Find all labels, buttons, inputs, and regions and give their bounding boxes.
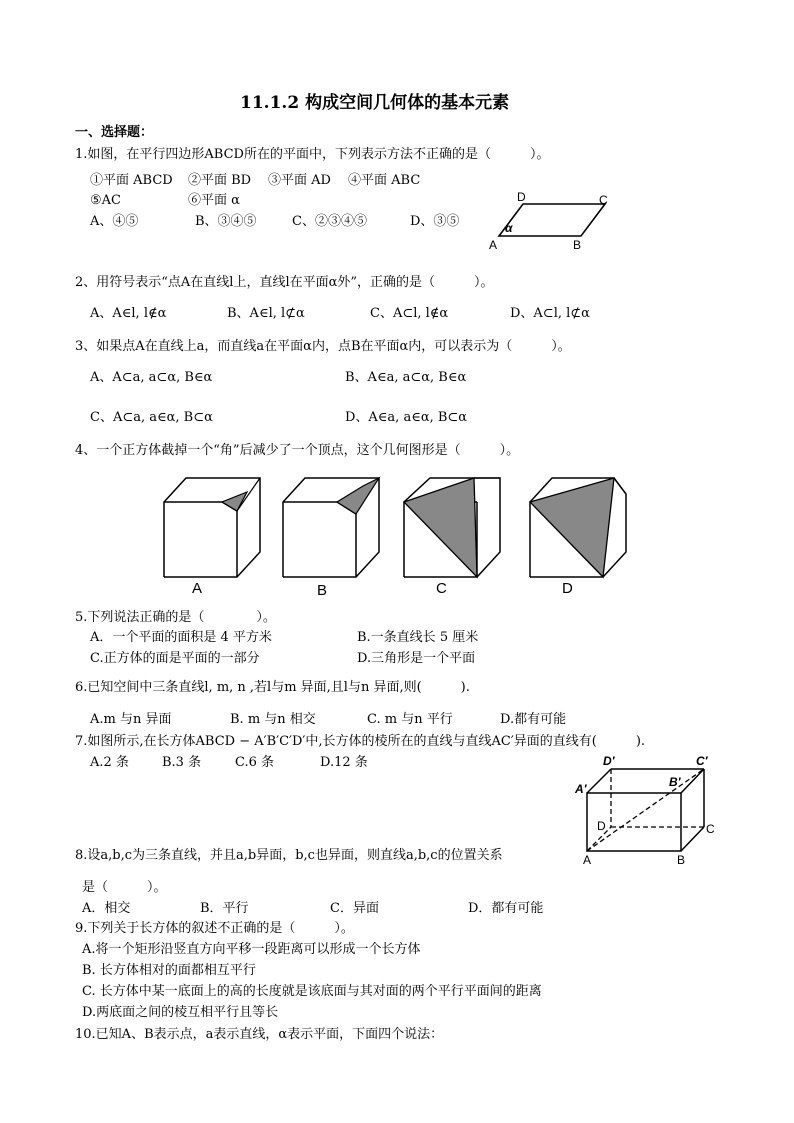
q1-option: C、②③④⑤ [292, 214, 367, 229]
vertex-label: A [489, 238, 498, 252]
vertex-label: D [597, 819, 606, 833]
q1-stem: 1.如图，在平行四边形ABCD所在的平面中，下列表示方法不正确的是（ ）。 [75, 147, 550, 162]
q1-option: A、④⑤ [90, 214, 139, 229]
vertex-label: B [677, 853, 686, 867]
q3-option: B、A∈a, a⊂α, B∈α [345, 370, 467, 385]
q1-option: B、③④⑤ [195, 214, 257, 229]
q9-option: C. 长方体中某一底面上的高的长度就是该底面与其对面的两个平行平面间的距离 [82, 984, 542, 999]
q8-option: A．相交 [82, 901, 131, 916]
q7-option: B.3 条 [162, 755, 202, 770]
q5-option: C.正方体的面是平面的一部分 [90, 651, 260, 666]
q7-option: A.2 条 [90, 755, 129, 770]
q2-stem: 2、用符号表示“点A在直线l上，直线l在平面α外”，正确的是（ ）。 [75, 275, 494, 290]
figure-label: A [192, 580, 203, 597]
vertex-label: B′ [669, 775, 681, 789]
q8-option: C．异面 [330, 901, 379, 916]
q1-item: ①平面 ABCD [90, 173, 173, 188]
q8-option: D．都有可能 [468, 901, 544, 916]
q2-option: B、A∈l, l⊄α [227, 306, 305, 321]
q3-option: C、A⊂a, a∈α, B⊂α [90, 410, 213, 425]
cuboid-figure [575, 752, 725, 870]
vertex-label: A′ [575, 782, 587, 796]
q1-item: ⑤AC [90, 193, 121, 208]
q2-option: A、A∈l, l∉α [90, 306, 167, 321]
q6-option: C. m 与n 平行 [367, 712, 453, 727]
q1-item: ④平面 ABC [348, 173, 421, 188]
vertex-label: D′ [603, 754, 615, 768]
section-heading: 一、选择题： [75, 125, 154, 140]
q1-item: ③平面 AD [268, 173, 331, 188]
q5-option: D.三角形是一个平面 [357, 651, 476, 666]
cube-figure-a [160, 474, 270, 598]
vertex-label: D [517, 190, 526, 204]
q9-option: A.将一个矩形沿竖直方向平移一段距离可以形成一个长方体 [82, 942, 421, 957]
q5-stem: 5.下列说法正确的是（ ）。 [75, 610, 276, 625]
figure-label: D [562, 580, 573, 597]
q8-stem: 8.设a,b,c为三条直线，并且a,b异面，b,c也异面，则直线a,b,c的位置关系 [75, 848, 503, 863]
q7-stem: 7.如图所示,在长方体ABCD − A′B′C′D′中,长方体的棱所在的直线与直线AC′异面的直线有( ). [75, 734, 646, 749]
q6-option: B. m 与n 相交 [230, 712, 316, 727]
q7-option: C.6 条 [235, 755, 275, 770]
parallelogram-figure [485, 190, 615, 252]
vertex-label: B [573, 238, 582, 252]
q6-option: A.m 与n 异面 [90, 712, 172, 727]
q7-option: D.12 条 [320, 755, 368, 770]
q8-option: B．平行 [200, 901, 249, 916]
q3-stem: 3、如果点A在直线上a，而直线a在平面α内，点B在平面α内，可以表示为（ ）。 [75, 339, 571, 354]
q1-item: ②平面 BD [188, 173, 252, 188]
cube-figure-b [279, 474, 389, 598]
q1-option: D、③⑤ [410, 214, 460, 229]
page-title: 11.1.2 构成空间几何体的基本元素 [240, 93, 510, 113]
q1-item: ⑥平面 α [188, 193, 240, 208]
cube-figure-c [400, 474, 510, 598]
q8-stem-continued: 是（ ）。 [82, 880, 167, 895]
alpha-label: α [505, 221, 513, 235]
q6-stem: 6.已知空间中三条直线l, m, n ,若l与m 异面,且l与n 异面,则( ). [75, 680, 470, 695]
q10-stem: 10.已知A、B表示点，a表示直线，α表示平面，下面四个说法： [75, 1027, 444, 1042]
figure-label: B [317, 582, 328, 599]
q9-option: D.两底面之间的棱互相平行且等长 [82, 1005, 279, 1020]
q5-option: A．一个平面的面积是 4 平方米 [90, 630, 272, 645]
vertex-label: C′ [696, 754, 708, 768]
q9-stem: 9.下列关于长方体的叙述不正确的是（ ）。 [75, 921, 354, 936]
q2-option: C、A⊂l, l∉α [370, 306, 449, 321]
figure-label: C [436, 580, 447, 597]
vertex-label: C [706, 822, 715, 836]
vertex-label: C [599, 193, 608, 207]
vertex-label: A [583, 853, 592, 867]
q4-stem: 4、一个正方体截掉一个“角”后减少了一个顶点，这个几何图形是（ ）。 [75, 443, 520, 458]
q6-option: D.都有可能 [500, 712, 567, 727]
q9-option: B. 长方体相对的面都相互平行 [82, 963, 256, 978]
q3-option: D、A∈a, a∈α, B⊂α [345, 410, 468, 425]
cube-figure-d [526, 474, 636, 598]
q5-option: B.一条直线长 5 厘米 [357, 630, 479, 645]
q2-option: D、A⊂l, l⊄α [510, 306, 590, 321]
q3-option: A、A⊂a, a⊂α, B∈α [90, 370, 213, 385]
